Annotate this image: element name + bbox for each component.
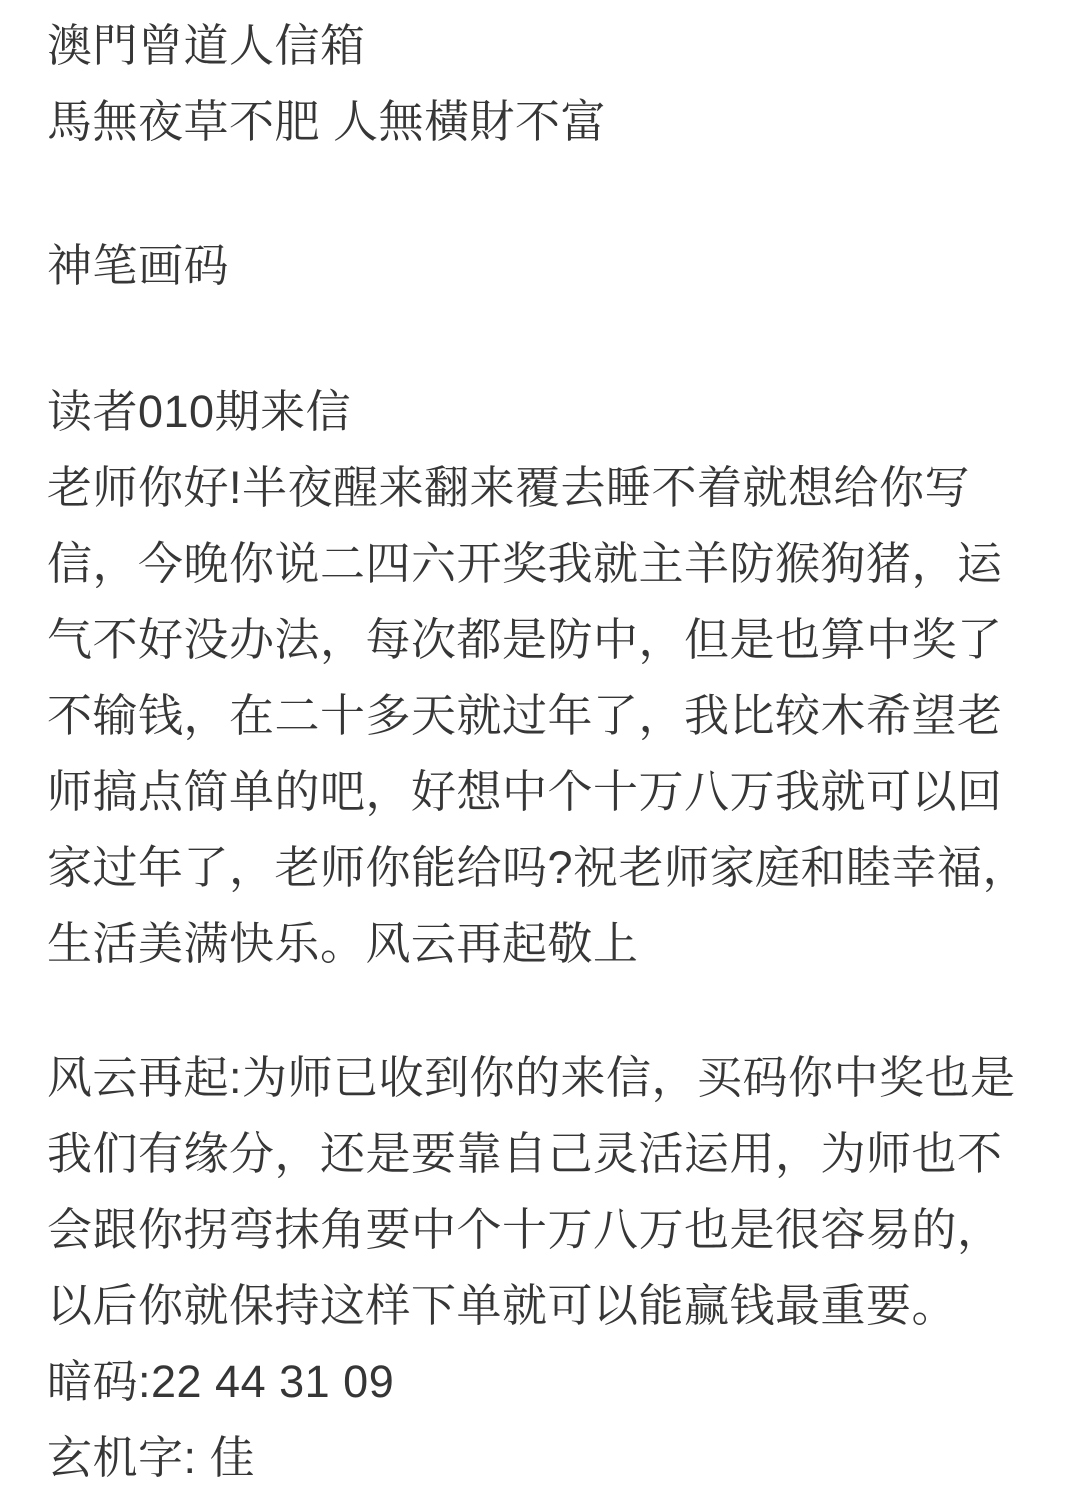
master-reply-block bbox=[47, 1040, 1037, 1496]
secret-code-line: 暗码:22 44 31 09 bbox=[47, 1356, 395, 1407]
header-proverb: 馬無夜草不肥 人無橫財不富 bbox=[47, 96, 607, 147]
reply-line: 会跟你拐弯抹角要中个十万八万也是很容易的， bbox=[47, 1204, 1003, 1255]
letter-line: 师搞点简单的吧，好想中个十万八万我就可以回 bbox=[47, 766, 1003, 817]
letter-issue-heading: 读者010期来信 bbox=[47, 386, 352, 437]
letter-line: 信，今晚你说二四六开奖我就主羊防猴狗猪，运 bbox=[47, 538, 1003, 589]
reply-line: 我们有缘分，还是要靠自己灵活运用，为师也不 bbox=[47, 1128, 1003, 1179]
letter-line: 气不好没办法，每次都是防中，但是也算中奖了 bbox=[47, 614, 1003, 665]
page-title: 澳門曾道人信箱 bbox=[47, 20, 366, 71]
section-title-block bbox=[47, 228, 1037, 304]
letter-line: 不输钱，在二十多天就过年了，我比较木希望老 bbox=[47, 690, 1003, 741]
reply-line: 以后你就保持这样下单就可以能赢钱最重要。 bbox=[47, 1280, 958, 1331]
reader-letter-block bbox=[47, 374, 1037, 982]
mystery-character-line: 玄机字: 佳 bbox=[47, 1432, 256, 1483]
header-block bbox=[47, 8, 1037, 160]
letter-line: 家过年了，老师你能给吗?祝老师家庭和睦幸福， bbox=[47, 842, 1029, 893]
section-title: 神笔画码 bbox=[47, 240, 230, 291]
letter-line: 老师你好!半夜醒来翻来覆去睡不着就想给你写 bbox=[47, 462, 971, 513]
letter-signoff: 生活美满快乐。风云再起敬上 bbox=[47, 918, 639, 969]
reply-line: 风云再起:为师已收到你的来信，买码你中奖也是 bbox=[47, 1052, 1016, 1103]
